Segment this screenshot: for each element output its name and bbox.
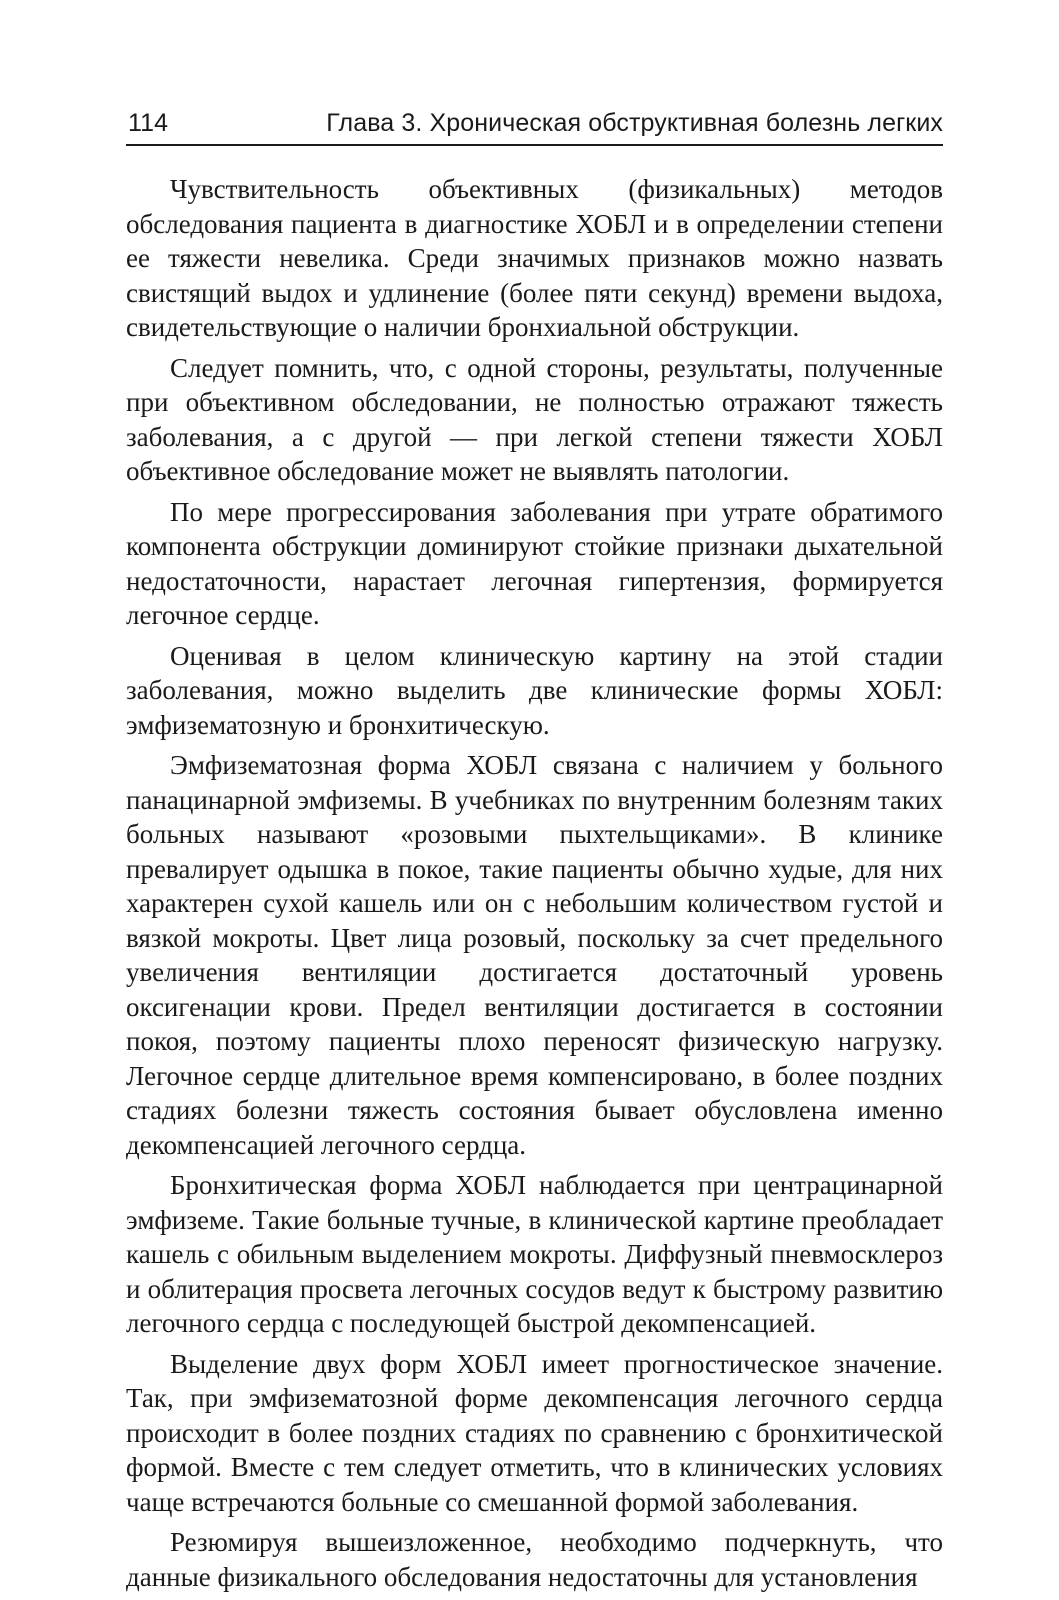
paragraph: Резюмируя вышеизложенное, необходимо подчеркнуть, что данные физикального обследования недостаточны для установления [126, 1527, 943, 1592]
paragraph: Оценивая в целом клиническую картину на этой стадии заболевания, можно выделить две клинические формы ХОБЛ: эмфизематозную и бронхитическую. [126, 640, 943, 740]
paragraph: Эмфизематозная форма ХОБЛ связана с наличием у больного панацинарной эмфиземы. В учебниках по внутренним болезням таких больных называют «розовыми пыхтельщиками». В клинике превалирует одышка в покое, такие пациенты обычно худые, для них характерен сухой кашель или он с небольшим количеством густой и вязкой мокроты. Цвет лица розовый, поскольку за счет предельного увеличения вентиляции достигается достаточный уровень оксигенации крови. Предел вентиляции достигается в состоянии покоя, поэтому пациенты плохо переносят физическую нагрузку. Легочное сердце длительное время компенсировано, в более поздних стадиях болезни тяжесть состояния бывает обусловлена именно декомпенсацией легочного сердца. [126, 750, 943, 1160]
paragraph: Бронхитическая форма ХОБЛ наблюдается при центрацинарной эмфиземе. Такие больные тучные, в клинической картине преобладает кашель с обильным выделением мокроты. Диффузный пневмосклероз и облитерация просвета легочных сосудов ведут к быстрому развитию легочного сердца с последующей быстрой декомпенсацией. [126, 1170, 943, 1338]
running-header [126, 104, 943, 146]
paragraph: Чувствительность объективных (физикальных) методов обследования пациента в диагностике ХОБЛ и в определении степени ее тяжести невелика. Среди значимых признаков можно назвать свистящий выдох и удлинение (более пяти секунд) времени выдоха, свидетельствующие о наличии бронхиальной обструкции. [126, 174, 943, 342]
book-page [126, 104, 943, 1600]
page-number: 114 [128, 109, 169, 137]
paragraph: Выделение двух форм ХОБЛ имеет прогностическое значение. Так, при эмфизематозной форме декомпенсация легочного сердца происходит в более поздних стадиях по сравнению с бронхитической формой. Вместе с тем следует отметить, что в клинических условиях чаще встречаются больные со смешанной формой заболевания. [126, 1348, 943, 1517]
page-body [126, 172, 943, 1594]
paragraph: Следует помнить, что, с одной стороны, результаты, полученные при объективном обследовании, не полностью отражают тяжесть заболевания, а с другой — при легкой степени тяжести ХОБЛ объективное обследование может не выявлять патологии. [126, 352, 943, 486]
chapter-title: Глава 3. Хроническая обструктивная болезнь легких [326, 109, 943, 137]
paragraph: По мере прогрессирования заболевания при утрате обратимого компонента обструкции доминируют стойкие признаки дыхательной недостаточности, нарастает легочная гипертензия, формируется легочное сердце. [126, 496, 943, 630]
